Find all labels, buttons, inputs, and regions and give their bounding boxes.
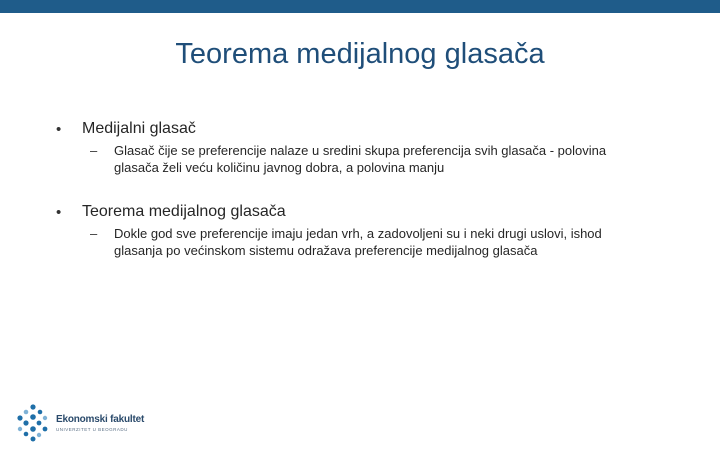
bullet-marker: •: [56, 204, 62, 221]
slide-title: Teorema medijalnog glasača: [175, 38, 545, 70]
logo-name: Ekonomski fakultet: [56, 414, 145, 425]
faculty-logo: [16, 404, 146, 442]
sub-bullet-median-voter-definition: Glasač čije se preferencije nalaze u sredini skupa preferencija svih glasača - polovina glasača želi veću količinu javnog dobra, a polovina manju: [114, 143, 607, 175]
bullet-marker: •: [56, 121, 62, 138]
logo-subtitle: UNIVERZITET U BEOGRADU: [56, 427, 128, 432]
sub-bullet-median-voter-theorem-definition: Dokle god sve preferencije imaju jedan vrh, a zadovoljeni su i neki drugi uslovi, ishod glasanja po većinskom sistemu odražava preferencije medijalnog glasača: [114, 226, 602, 258]
bullet-heading-median-voter: Medijalni glasač: [82, 120, 196, 137]
sub-bullet-dash: –: [90, 143, 98, 158]
sub-bullet-dash: –: [90, 226, 98, 241]
top-accent-bar: [0, 0, 720, 13]
bullet-heading-median-voter-theorem: Teorema medijalnog glasača: [82, 203, 286, 220]
logo-dots-icon: [16, 404, 50, 442]
